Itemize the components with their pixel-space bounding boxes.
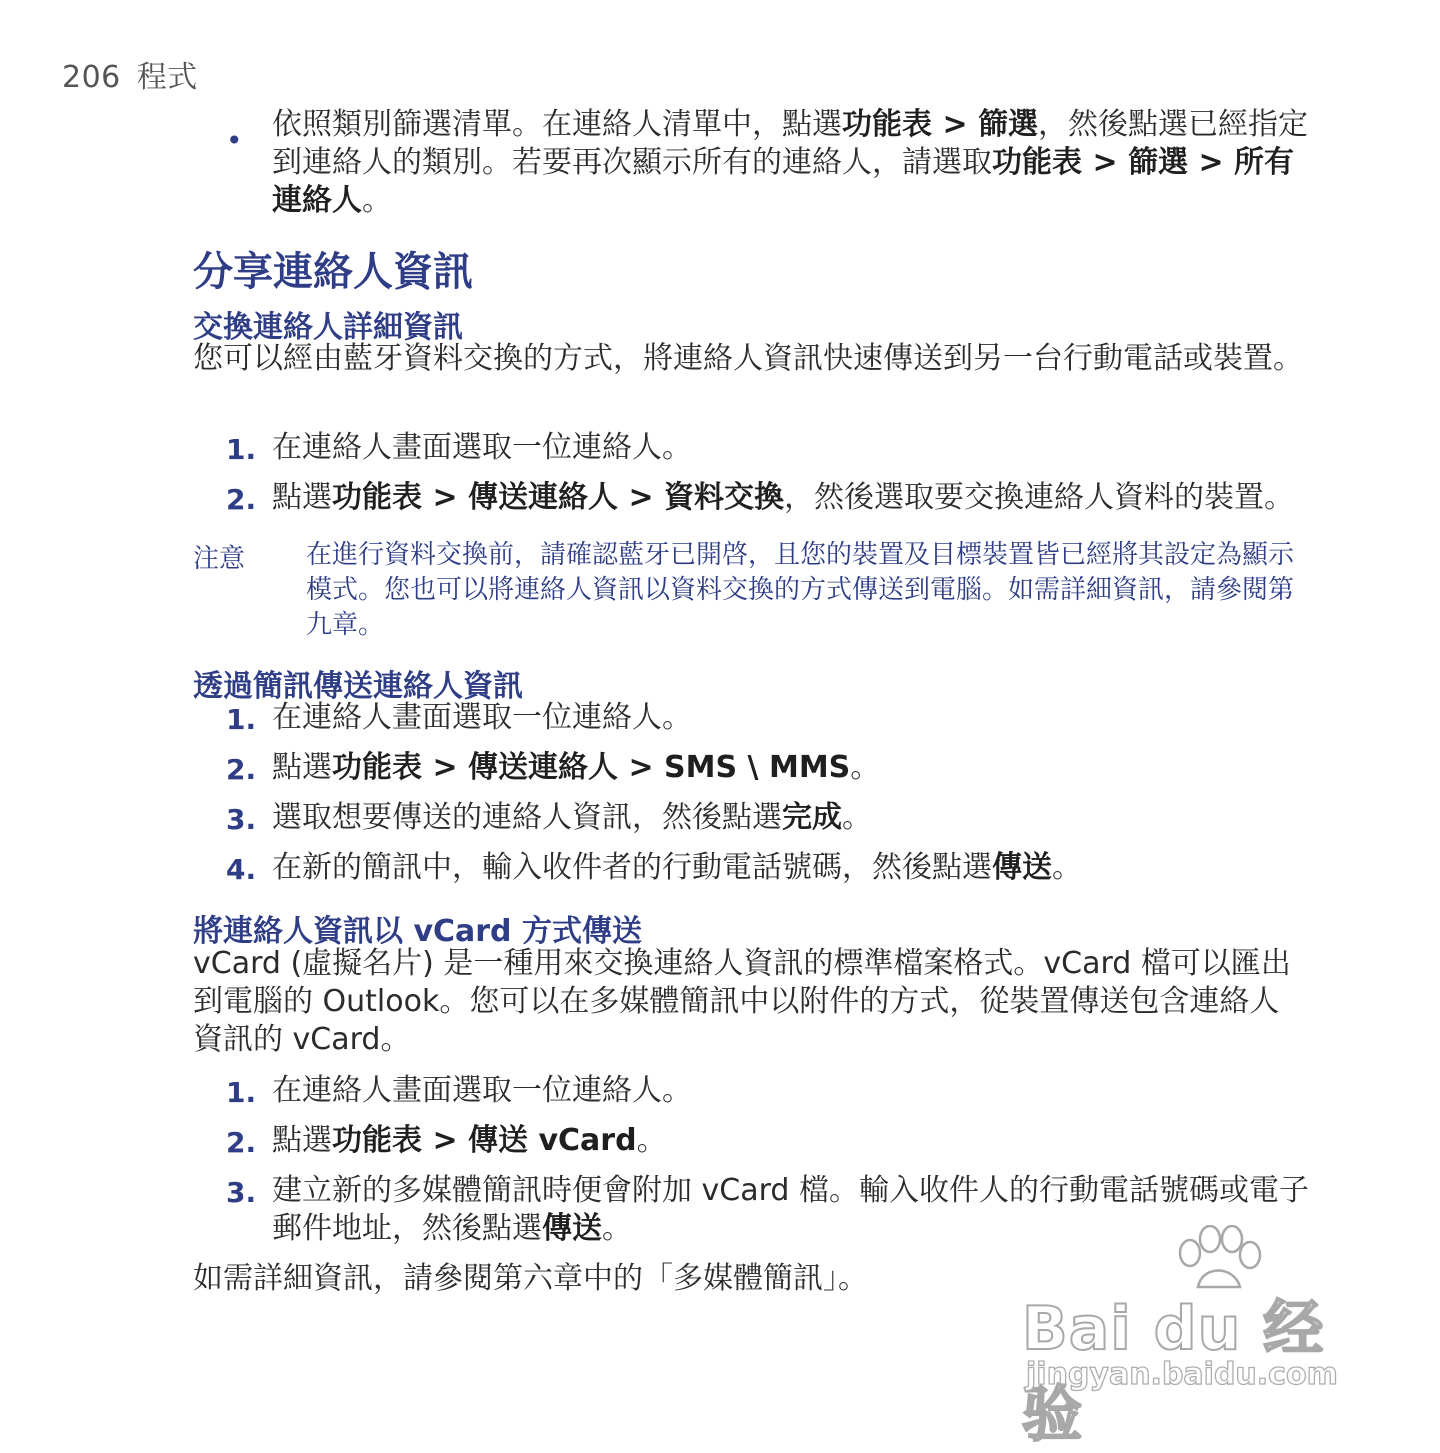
step-number: 3. <box>226 1176 257 1209</box>
step-number: 1. <box>226 703 257 736</box>
text: ，然後選取要交換連絡人資料的裝置。 <box>784 480 1295 515</box>
text: 。 <box>602 1211 632 1246</box>
text: 點選 <box>272 480 332 515</box>
text: 。 <box>636 1123 667 1158</box>
menu-path: 功能表 > 傳送 vCard <box>332 1123 637 1158</box>
vcard-intro: vCard (虛擬名片) 是一種用來交換連絡人資訊的標準檔案格式。vCard 檔可以匯出到電腦的 Outlook。您可以在多媒體簡訊中以附件的方式，從裝置傳送包含連絡人資訊的 vCard。 <box>193 946 1291 1057</box>
baidu-jingyan-watermark <box>1022 1225 1352 1450</box>
step-number: 3. <box>226 803 257 836</box>
text: 建立新的多媒體簡訊時便會附加 vCard 檔。輸入收件人的行動電話號碼或電子郵件地址，然後點選 <box>272 1173 1310 1246</box>
step-text <box>272 799 1317 837</box>
step-text <box>272 1122 1317 1160</box>
text: 。 <box>362 183 392 218</box>
text: 。 <box>842 800 872 835</box>
menu-path: 功能表 > 傳送連絡人 > SMS \ MMS <box>332 750 851 785</box>
step-number: 1. <box>226 433 257 466</box>
text: 選取想要傳送的連絡人資訊，然後點選 <box>272 800 782 835</box>
footer-reference: 如需詳細資訊，請參閱第六章中的「多媒體簡訊」。 <box>193 1261 868 1296</box>
menu-path: 功能表 > 篩選 > 所有連絡人 <box>272 145 1295 218</box>
page-header <box>62 52 214 96</box>
text: 依照類別篩選清單。在連絡人清單中，點選 <box>272 107 842 142</box>
note-text: 在進行資料交換前，請確認藍牙已開啓，且您的裝置及目標裝置皆已經將其設定為顯示模式。您也可以將連絡人資訊以資料交換的方式傳送到電腦。如需詳細資訊，請參閱第九章。 <box>306 540 1295 640</box>
step-text <box>272 429 1317 467</box>
text: ，然後點選已經指定到連絡人的類別。若要再次顯示所有的連絡人，請選取 <box>272 107 1309 180</box>
chapter-name: 程式 <box>136 60 198 95</box>
text: 在連絡人畫面選取一位連絡人。 <box>272 1073 692 1108</box>
subsection-title-exchange: 交換連絡人詳細資訊 <box>193 310 463 345</box>
step-number: 4. <box>226 853 257 886</box>
text: 點選 <box>272 750 332 785</box>
menu-path: 完成 <box>782 800 842 835</box>
step-text <box>272 699 1317 737</box>
step-number: 2. <box>226 753 257 786</box>
bullet-dot-icon: • <box>226 124 243 157</box>
text: 。 <box>1052 850 1082 885</box>
menu-path: 傳送 <box>542 1211 602 1246</box>
step-text <box>272 849 1317 887</box>
watermark-url: jingyan.baidu.com <box>1026 1357 1338 1392</box>
subsection-title-sms: 透過簡訊傳送連絡人資訊 <box>193 669 523 704</box>
step-text <box>272 749 1317 787</box>
menu-path: 傳送 <box>992 850 1052 885</box>
step-text <box>272 479 1317 517</box>
exchange-intro: 您可以經由藍牙資料交換的方式，將連絡人資訊快速傳送到另一台行動電話或裝置。 <box>193 341 1303 376</box>
step-number: 1. <box>226 1076 257 1109</box>
section-title: 分享連絡人資訊 <box>193 249 473 295</box>
text: 在連絡人畫面選取一位連絡人。 <box>272 430 692 465</box>
step-text <box>272 1072 1317 1110</box>
step-number: 2. <box>226 1126 257 1159</box>
watermark-brand: Bai du 经验 <box>1022 1294 1325 1450</box>
text: 點選 <box>272 1123 332 1158</box>
text: 在連絡人畫面選取一位連絡人。 <box>272 700 692 735</box>
menu-path: 功能表 > 傳送連絡人 > 資料交換 <box>332 480 785 515</box>
note-label: 注意 <box>193 544 246 574</box>
page-number: 206 <box>62 60 121 95</box>
text: 。 <box>850 750 881 785</box>
bullet-filter-list <box>272 106 1317 220</box>
text: 在新的簡訊中，輸入收件者的行動電話號碼，然後點選 <box>272 850 992 885</box>
menu-path: 功能表 > 篩選 <box>842 107 1039 142</box>
step-number: 2. <box>226 483 257 516</box>
subsection-title-vcard: 將連絡人資訊以 vCard 方式傳送 <box>193 914 642 949</box>
